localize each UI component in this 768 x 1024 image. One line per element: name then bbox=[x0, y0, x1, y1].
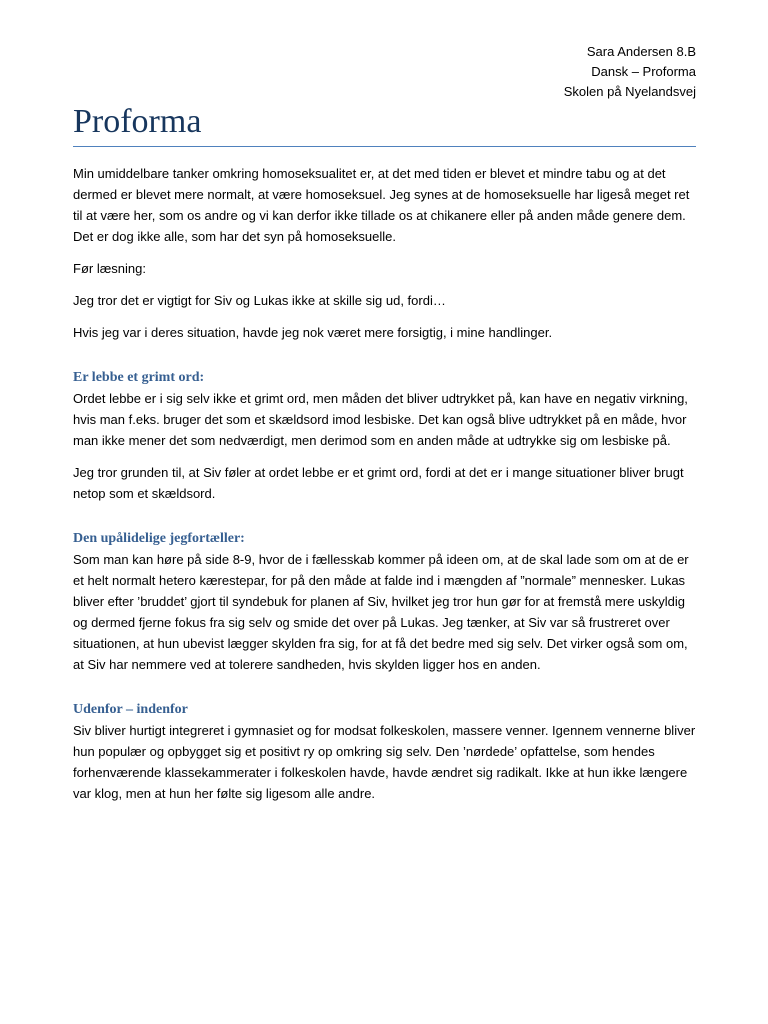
intro-paragraph: Jeg tror det er vigtigt for Siv og Lukas ikke at skille sig ud, fordi… bbox=[73, 293, 446, 308]
title-underline-rule bbox=[73, 146, 696, 147]
author-name-class: Sara Andersen 8.B bbox=[586, 44, 696, 59]
section-paragraph: Som man kan høre på side 8-9, hvor de i fællesskab kommer på ideen om, at de skal lade som om at de er et helt normalt hetero kærestepar, for på den måde at falde ind i mængden af ”normale” mennesker. Lukas bliver efter ’bruddet’ gjort til syndebuk for planen af Siv, hvilket jeg tror hun gør for at fremstå mere uskyldig og dermed fjerne fokus fra sig selv og smide det over på Lukas. Jeg tænker, at Siv var så frustreret over situationen, at hun ubevist lægger skylden fra sig, for at få det bedre med sig selv. Det virker også som om, at Siv har nemmere ved at tolerere sandheden, hvis skylden ligger hos en anden. bbox=[73, 552, 689, 672]
section-paragraph: Jeg tror grunden til, at Siv føler at ordet lebbe er et grimt ord, fordi at det er i mange situationer bliver brugt netop som et skældsord. bbox=[73, 465, 684, 501]
intro-paragraph: Min umiddelbare tanker omkring homoseksualitet er, at det med tiden er blevet et mindre tabu og at det dermed er blevet mere normalt, at være homoseksuel. Jeg synes at de homoseksuelle har ligeså meget ret til at være her, som os andre og vi kan derfor ikke tillade os at chikanere eller på anden måde genere dem. Det er dog ikke alle, som har det syn på homoseksuelle. bbox=[73, 166, 690, 244]
section-paragraph: Siv bliver hurtigt integreret i gymnasiet og for modsat folkeskolen, massere venner. Igennem vennerne bliver hun populær og opbygget sig et positivt ry op omkring sig selv. Den ’nørdede’ opfattelse, som hendes forhenværende klassekammerater i folkeskolen havde, havde ændret sig radikalt. Ikke at hun ikke længere var klog, men at hun her følte sig ligesom alle andre. bbox=[73, 723, 696, 801]
section-heading: Er lebbe et grimt ord: bbox=[73, 370, 205, 385]
subject-line: Dansk – Proforma bbox=[591, 64, 696, 79]
document-body bbox=[73, 163, 696, 815]
document-title: Proforma bbox=[73, 103, 202, 140]
before-reading-label: Før læsning: bbox=[73, 261, 146, 276]
intro-paragraph: Hvis jeg var i deres situation, havde jeg nok været mere forsigtig, i mine handlinger. bbox=[73, 325, 553, 340]
section-heading: Den upålidelige jegfortæller: bbox=[73, 531, 245, 546]
author-header bbox=[564, 42, 696, 102]
section-heading: Udenfor – indenfor bbox=[73, 702, 188, 717]
section-paragraph: Ordet lebbe er i sig selv ikke et grimt ord, men måden det bliver udtrykket på, kan have en negativ virkning, hvis man f.eks. bruger det som et skældsord imod lesbiske. Det kan også blive udtrykket på en måde, hvor man ikke mener det som nedværdigt, men derimod som en anden måde at udtrykke sig om lesbiske på. bbox=[73, 391, 688, 448]
school-name: Skolen på Nyelandsvej bbox=[563, 84, 696, 99]
